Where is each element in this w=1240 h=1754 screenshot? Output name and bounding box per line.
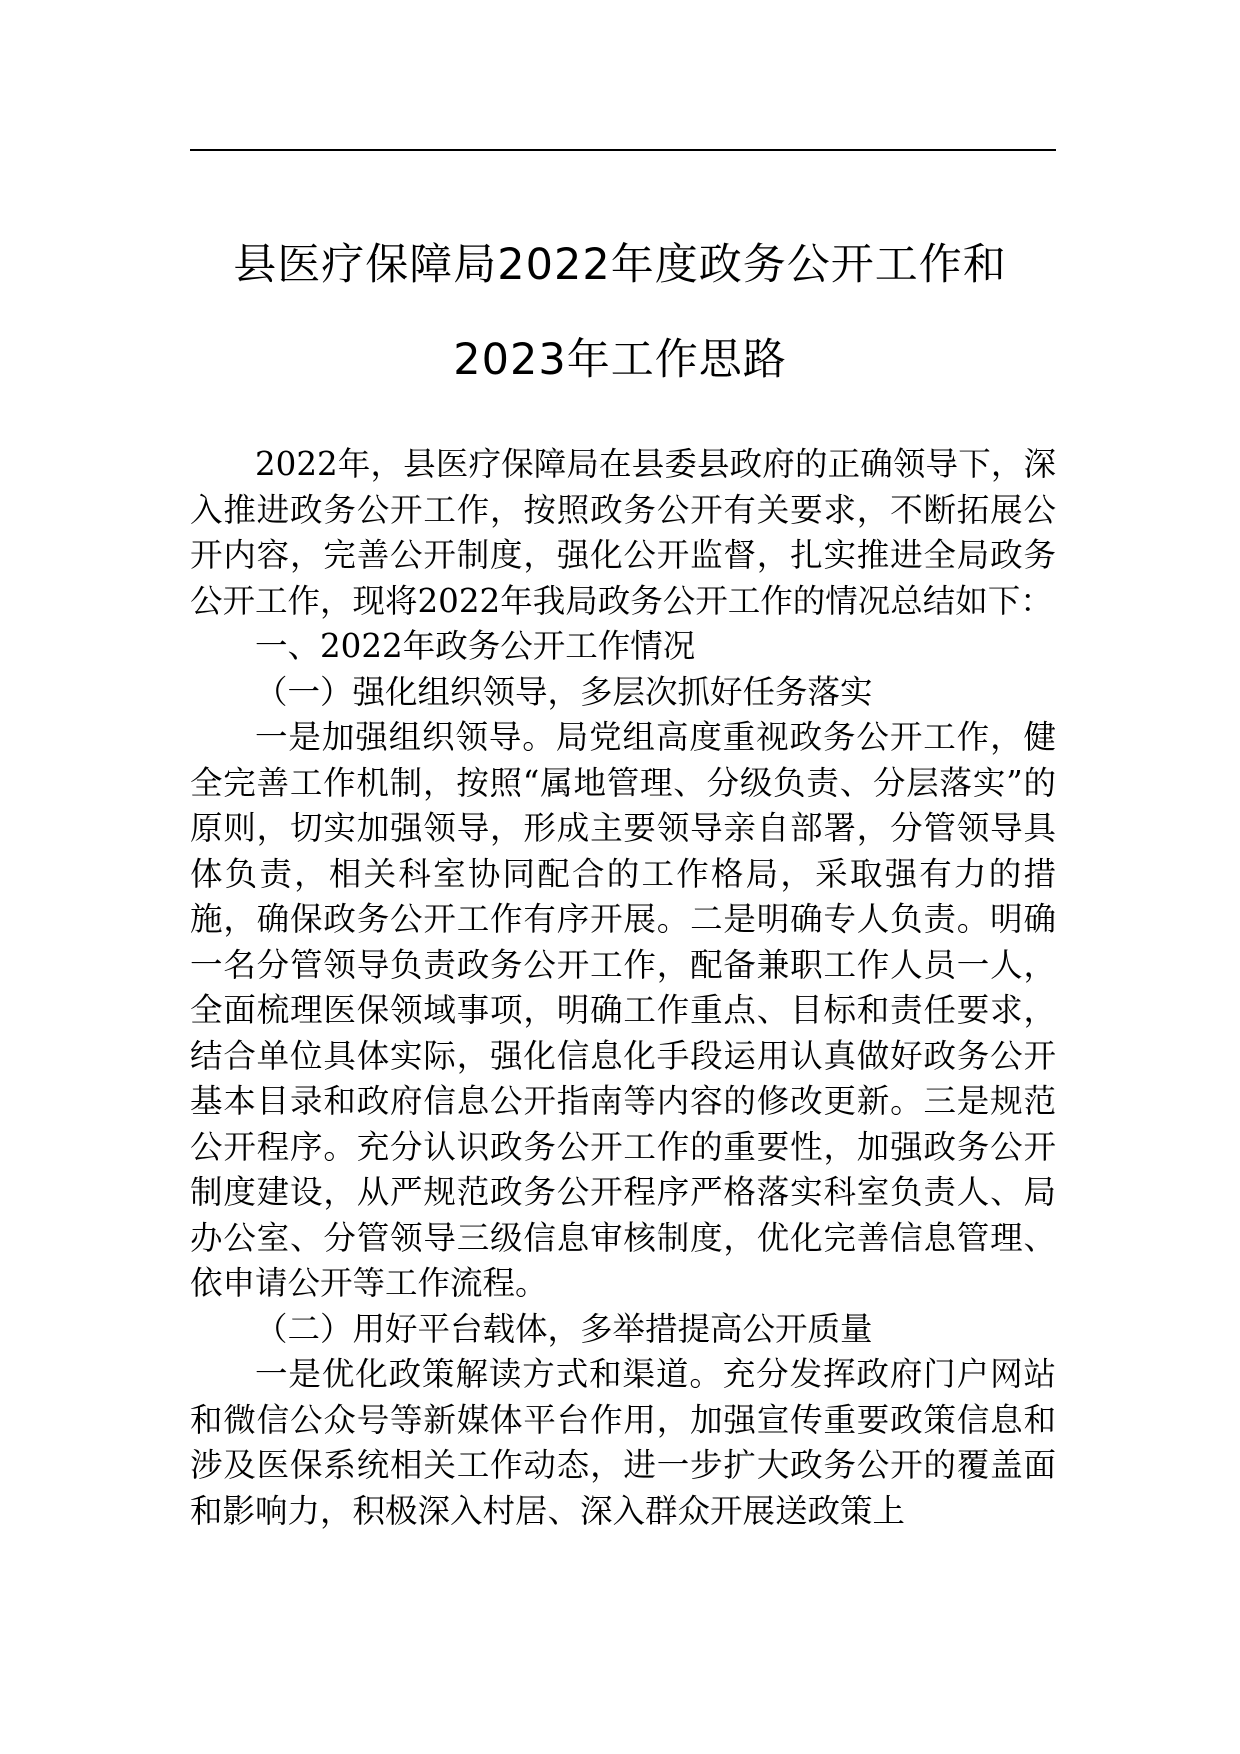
section-heading: 一、2022年政务公开工作情况 bbox=[255, 627, 696, 665]
document-title bbox=[150, 218, 1090, 408]
body-paragraph-2: 一是优化政策解读方式和渠道。充分发挥政府门户网站和微信公众号等新媒体平台作用，加强宣传重要政策信息和涉及医保系统相关工作动态，进一步扩大政务公开的覆盖面和影响力，积极深入村居、深入群众开展送政策上 bbox=[190, 1355, 1056, 1530]
subsection-heading-2: （二）用好平台载体，多举措提高公开质量 bbox=[255, 1309, 873, 1348]
header-rule bbox=[190, 149, 1056, 151]
document-title-line-2: 2023年工作思路 bbox=[453, 335, 787, 385]
page-blank-area bbox=[0, 1590, 1240, 1754]
document-body bbox=[190, 442, 1056, 1534]
body-paragraph-1: 一是加强组织领导。局党组高度重视政务公开工作，健全完善工作机制，按照“属地管理、分级负责、分层落实”的原则，切实加强领导，形成主要领导亲自部署，分管领导具体负责，相关科室协同配合的工作格局，采取强有力的措施，确保政务公开工作有序开展。二是明确专人负责。明确一名分管领导负责政务公开工作，配备兼职工作人员一人，全面梳理医保领域事项，明确工作重点、目标和责任要求，结合单位具体实际，强化信息化手段运用认真做好政务公开基本目录和政府信息公开指南等内容的修改更新。三是规范公开程序。充分认识政务公开工作的重要性，加强政务公开制度建设，从严规范政务公开程序严格落实科室负责人、局办公室、分管领导三级信息审核制度，优化完善信息管理、依申请公开等工作流程。 bbox=[190, 718, 1056, 1302]
subsection-heading-1: （一）强化组织领导，多层次抓好任务落实 bbox=[255, 672, 873, 711]
document-title-line-1: 县医疗保障局2022年度政务公开工作和 bbox=[233, 240, 1007, 290]
intro-paragraph: 2022年，县医疗保障局在县委县政府的正确领导下，深入推进政务公开工作，按照政务公开有关要求，不断拓展公开内容，完善公开制度，强化公开监督，扎实推进全局政务公开工作，现将2022年我局政务公开工作的情况总结如下： bbox=[190, 445, 1056, 620]
